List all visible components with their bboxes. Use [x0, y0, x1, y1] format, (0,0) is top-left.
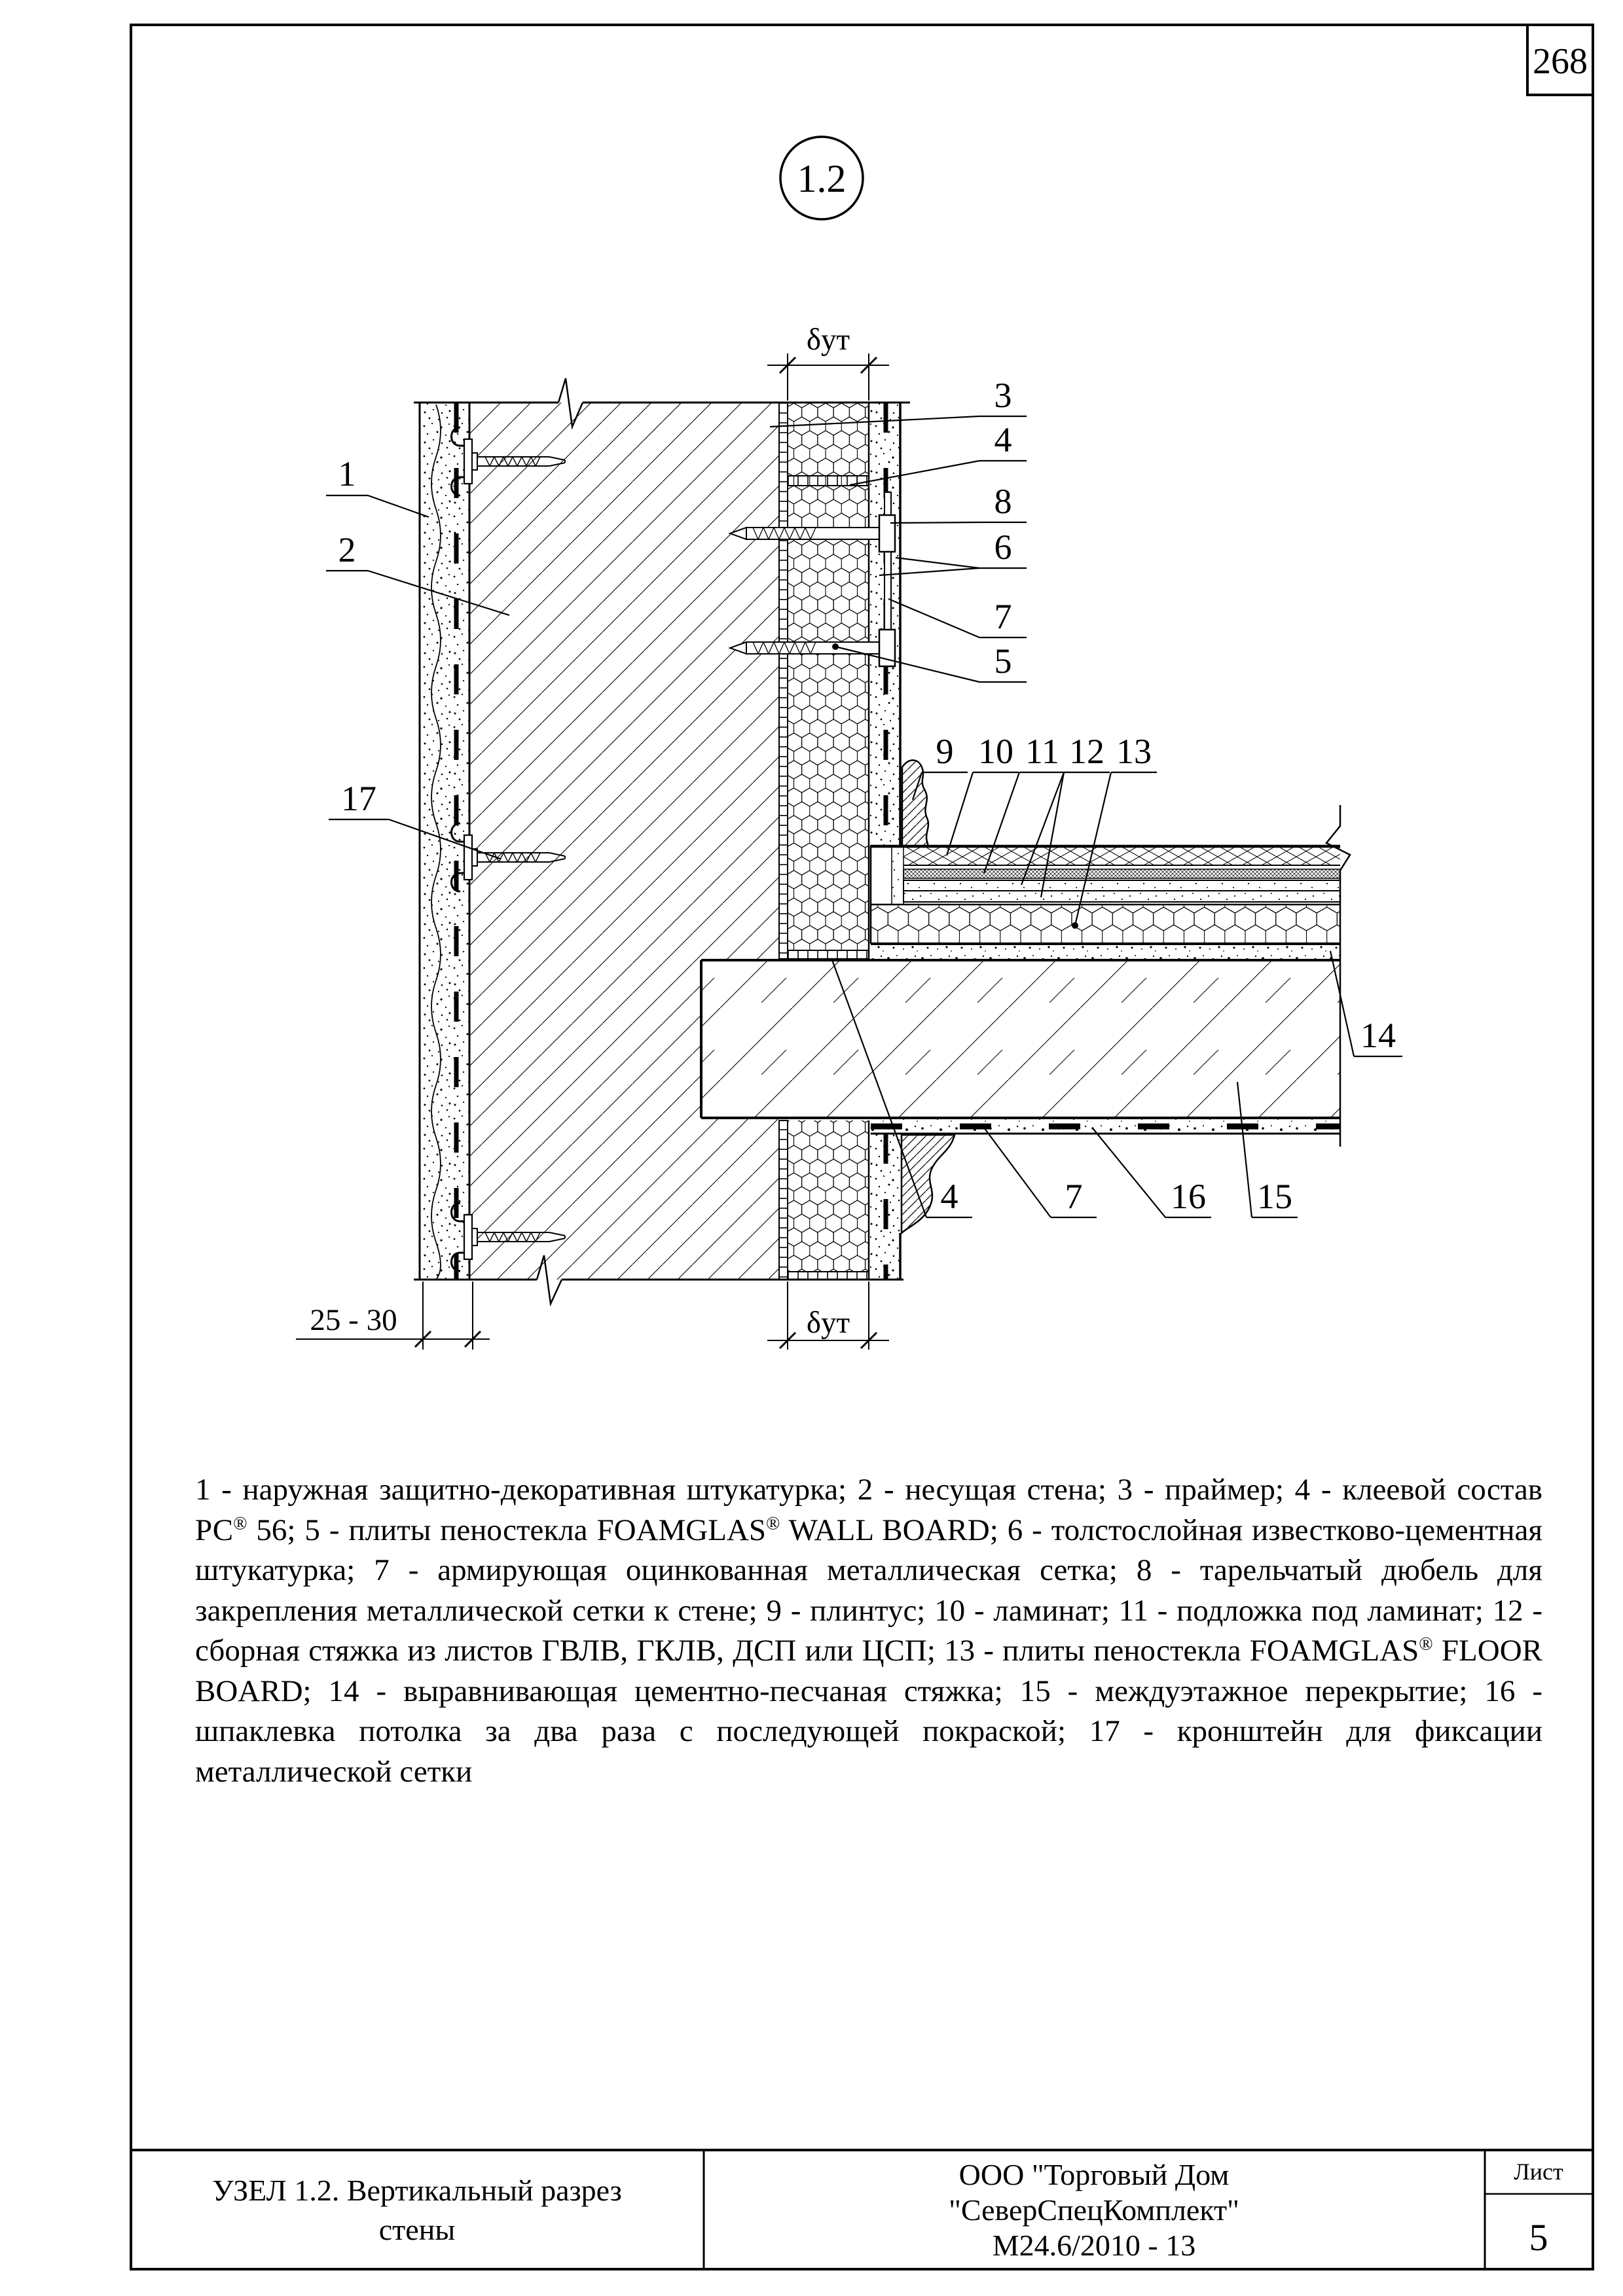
company-line2: "СеверСпецКомплект"	[949, 2193, 1239, 2227]
sheet-number: 5	[1529, 2216, 1548, 2259]
laminate	[903, 846, 1340, 865]
leveling-screed	[871, 946, 1340, 960]
dim-top	[767, 323, 889, 401]
floor-slab	[701, 960, 1340, 1118]
svg-text:4: 4	[940, 1177, 958, 1216]
glue-layer-vertical-lower	[779, 1121, 788, 1280]
sheet-label: Лист	[1514, 2159, 1563, 2185]
legend-text: 1 - наружная защитно-декоративная штукатурка; 2 - несущая стена; 3 - праймер; 4 - клеевой состав РС® 56; 5 - плиты пеностекла FOAMGLAS® WALL BOARD; 6 - толстослойная известково-цементная штукатурка; 7 - армирующая оцинкованная металлическая сетка; 8 - тарельчатый дюбель для закрепления металлической сетки к стене; 9 - плинтус; 10 - ламинат; 11 - подложка под ламинат; 12 - сборная стяжка из листов ГВЛВ, ГКЛВ, ДСП или ЦСП; 13 - плиты пеностекла FOAMGLAS® FLOOR BOARD; 14 - выравнивающая цементно-песчаная стяжка; 15 - междуэтажное перекрытие; 16 - шпаклевка потолка за два раза с последующей покраской; 17 - кронштейн для фиксации металлической сетки	[195, 1473, 1542, 1789]
project-code: М24.6/2010 - 13	[992, 2229, 1196, 2262]
svg-text:9: 9	[936, 732, 954, 771]
svg-text:8: 8	[994, 482, 1012, 521]
foamglas-floor-board	[871, 905, 1340, 944]
callout-1	[326, 454, 429, 517]
perimeter-strip	[892, 846, 903, 905]
company-line1: ООО "Торговый Дом	[958, 2158, 1230, 2191]
svg-text:7: 7	[994, 597, 1012, 636]
svg-text:14: 14	[1360, 1016, 1396, 1055]
svg-text:10: 10	[978, 732, 1013, 771]
dim-plaster	[296, 1282, 490, 1350]
svg-text:13: 13	[1116, 732, 1152, 771]
node-title-line2: стены	[378, 2213, 456, 2246]
svg-text:6: 6	[994, 528, 1012, 567]
callout-7	[888, 597, 1027, 637]
plinth	[902, 761, 928, 847]
glue-layer-vertical	[779, 403, 788, 959]
svg-text:1: 1	[338, 454, 356, 493]
svg-text:17: 17	[341, 779, 376, 818]
svg-text:12: 12	[1069, 732, 1104, 771]
dim-top-label: δут	[806, 323, 850, 357]
screed-board-2	[903, 891, 1340, 902]
svg-text:3: 3	[994, 376, 1012, 415]
laminate-underlay	[903, 869, 1340, 878]
dim-plaster-label: 25 - 30	[310, 1303, 397, 1337]
foamglas-wall-board-lower	[788, 1121, 869, 1272]
svg-text:2: 2	[338, 530, 356, 569]
svg-text:7: 7	[1065, 1177, 1083, 1216]
ceiling-putty	[871, 1118, 1340, 1134]
lower-wall-section	[779, 1121, 900, 1280]
detail-circle-label: 1.2	[797, 157, 847, 200]
callout-16	[1093, 1129, 1211, 1217]
svg-text:5: 5	[994, 641, 1012, 681]
page-number: 268	[1533, 41, 1588, 82]
dim-bottom-label: δут	[806, 1306, 850, 1340]
svg-text:11: 11	[1025, 732, 1059, 771]
svg-text:16: 16	[1171, 1177, 1206, 1216]
dim-bottom	[767, 1282, 889, 1350]
node-title-line1: УЗЕЛ 1.2. Вертикальный разрез	[212, 2174, 622, 2207]
callout-7-bottom	[984, 1128, 1097, 1217]
glue-joint-bottom	[788, 1272, 869, 1280]
callout-14	[1330, 951, 1402, 1056]
svg-text:15: 15	[1257, 1177, 1292, 1216]
screed-board-1	[903, 880, 1340, 891]
detail-marker	[780, 137, 863, 219]
callout-10	[947, 732, 1019, 855]
callout-8	[890, 482, 1027, 523]
title-block	[131, 2150, 1593, 2269]
svg-text:4: 4	[994, 420, 1012, 459]
glue-bed-on-slab	[788, 950, 869, 959]
